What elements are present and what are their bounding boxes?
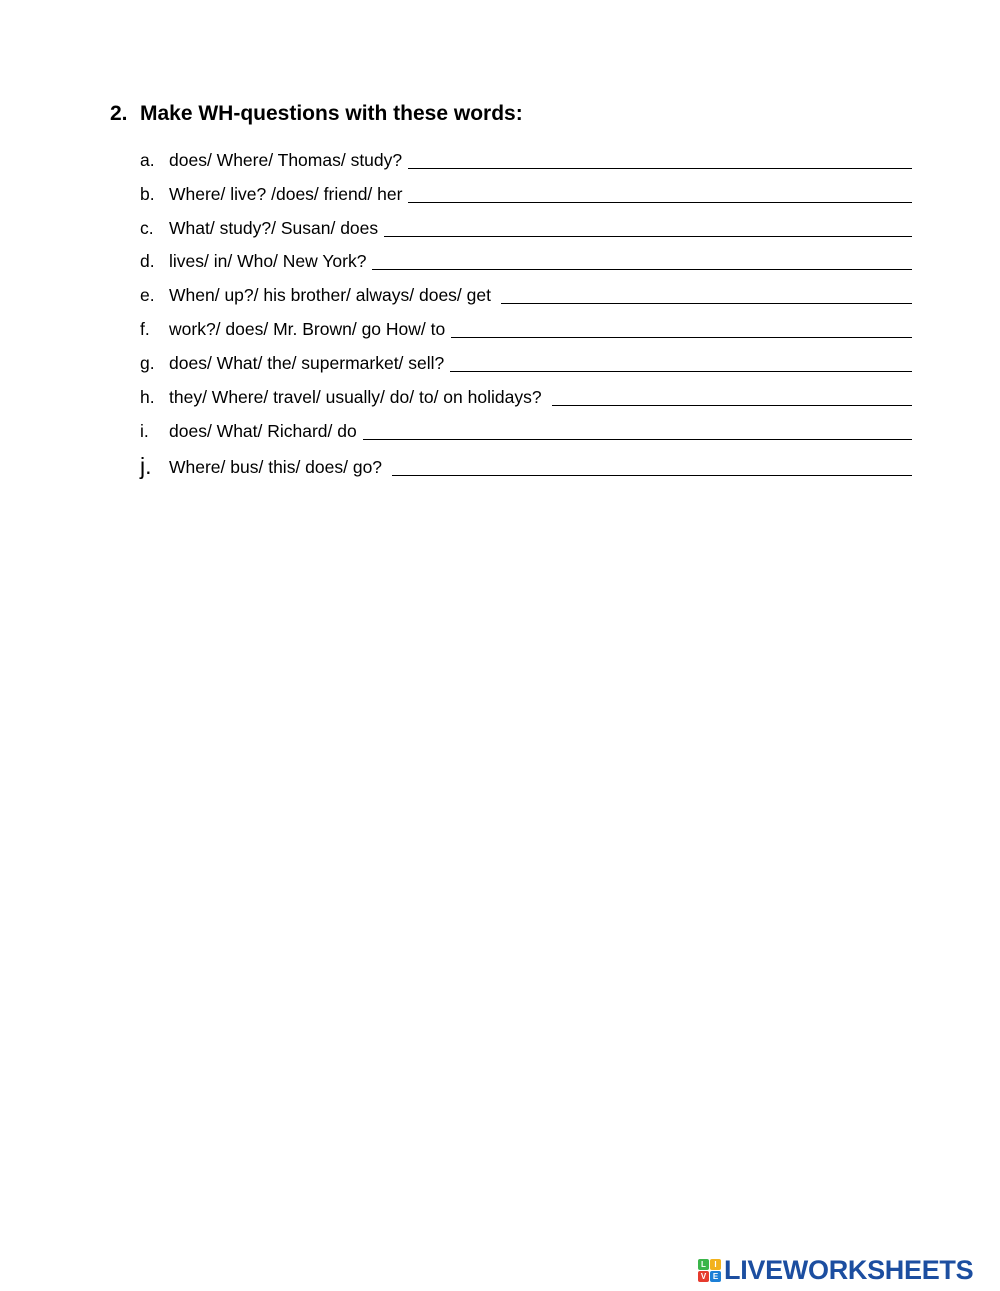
answer-blank[interactable] xyxy=(384,216,912,237)
item-prompt: Where/ bus/ this/ does/ go? xyxy=(169,457,383,477)
liveworksheets-logo xyxy=(698,1256,973,1284)
item-prompt: does/ Where/ Thomas/ study? xyxy=(169,150,403,170)
question-item-f xyxy=(140,313,912,339)
answer-blank[interactable] xyxy=(450,351,912,372)
question-item-b xyxy=(140,178,912,204)
item-letter: h. xyxy=(140,387,155,407)
item-letter: j. xyxy=(140,453,152,479)
answer-blank[interactable] xyxy=(408,148,912,169)
answer-blank[interactable] xyxy=(408,182,912,203)
exercise-number: 2. xyxy=(110,102,128,125)
question-item-e xyxy=(140,279,912,305)
question-item-a xyxy=(140,144,912,170)
question-item-c xyxy=(140,212,912,238)
item-letter: i. xyxy=(140,421,149,441)
logo-wordmark: LIVEWORKSHEETS xyxy=(724,1255,974,1285)
question-item-g xyxy=(140,347,912,373)
exercise-title: Make WH-questions with these words: xyxy=(140,102,523,125)
logo-icon-tile-v: V xyxy=(698,1271,709,1282)
question-item-j xyxy=(140,451,912,477)
item-letter: d. xyxy=(140,251,155,271)
item-prompt: lives/ in/ Who/ New York? xyxy=(169,251,367,271)
item-letter: e. xyxy=(140,285,155,305)
item-prompt: does/ What/ Richard/ do xyxy=(169,421,357,441)
question-item-h xyxy=(140,381,912,407)
liveworksheets-logo-icon xyxy=(698,1259,721,1282)
item-prompt: When/ up?/ his brother/ always/ does/ get xyxy=(169,285,491,305)
item-prompt: does/ What/ the/ supermarket/ sell? xyxy=(169,353,445,373)
item-letter: a. xyxy=(140,150,155,170)
logo-icon-tile-i: I xyxy=(710,1259,721,1270)
item-prompt: they/ Where/ travel/ usually/ do/ to/ on holidays? xyxy=(169,387,542,407)
logo-icon-tile-l: L xyxy=(698,1259,709,1270)
answer-blank[interactable] xyxy=(363,419,912,440)
item-prompt: work?/ does/ Mr. Brown/ go How/ to xyxy=(169,319,446,339)
answer-blank[interactable] xyxy=(501,283,912,304)
item-prompt: What/ study?/ Susan/ does xyxy=(169,218,379,238)
item-letter: c. xyxy=(140,218,154,238)
logo-icon-tile-e: E xyxy=(710,1271,721,1282)
item-letter: f. xyxy=(140,319,150,339)
question-item-i xyxy=(140,415,912,441)
answer-blank[interactable] xyxy=(451,317,912,338)
answer-blank[interactable] xyxy=(372,249,912,270)
item-letter: g. xyxy=(140,353,155,373)
question-item-d xyxy=(140,245,912,271)
item-letter: b. xyxy=(140,184,155,204)
answer-blank[interactable] xyxy=(392,455,912,476)
answer-blank[interactable] xyxy=(552,385,912,406)
item-prompt: Where/ live? /does/ friend/ her xyxy=(169,184,403,204)
exercise-heading xyxy=(110,102,523,126)
